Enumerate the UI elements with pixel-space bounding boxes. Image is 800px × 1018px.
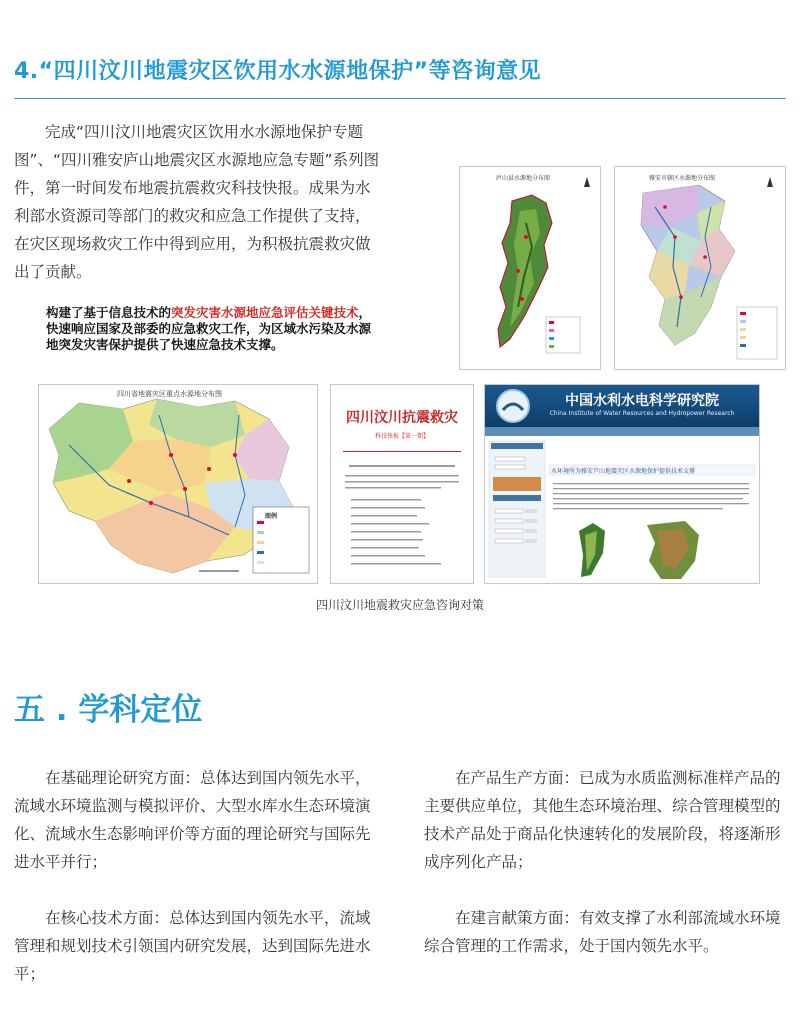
lushan-map-figure: [459, 166, 601, 370]
highlight-statement: [46, 305, 376, 353]
figure-caption: 四川汶川地震救灾应急咨询对策: [315, 598, 484, 612]
advisory-paragraph: 在建言献策方面：有效支撑了水利部流域水环境综合管理的工作需求，处于国内领先水平。: [424, 909, 781, 955]
highlight-key-tech: 突发灾害水源地应急评估关键技术: [171, 305, 359, 320]
highlight-part1: 构建了基于信息技术的: [46, 305, 172, 320]
section4-intro: 完成“四川汶川地震灾区饮用水水源地保护专题图”、“四川雅安庐山地震灾区水源地应急专题”系列图件，第一时间发布地震抗震救灾科技快报。成果为水利部水资源司等部门的救灾和应急工作提供了支持，在灾区现场救灾工作中得到应用，为积极抗震救灾做出了贡献。: [14, 123, 380, 281]
website-body: [485, 385, 759, 583]
bulletin-document-figure: [330, 384, 474, 584]
core-tech-paragraph: 在核心技术方面：总体达到国内领先水平，流域管理和规划技术引领国内研究发展，达到国际先进水平；: [14, 909, 371, 983]
yaan-map-title: 雅安市辖区水源地分布图: [649, 175, 716, 182]
positioning-right-column: [424, 764, 788, 960]
section5-title: 五 . 学科定位: [14, 692, 203, 728]
section-divider: [14, 98, 786, 99]
section4-title: 4.“四川汶川地震灾区饮用水水源地保护”等咨询意见: [14, 59, 542, 84]
lushan-terrain-map: [460, 167, 600, 369]
sichuan-water-source-map: [39, 385, 317, 583]
basic-theory-paragraph: 在基础理论研究方面：总体达到国内领先水平，流域水环境监测与模拟评价、大型水库水生态环境演化、流域水生态影响评价等方面的理论研究与国际先进水平并行；: [14, 769, 371, 871]
iwhr-website-figure: [484, 384, 760, 584]
yaan-map-figure: [614, 166, 786, 370]
website-headline: 水环境所为雅安芦山地震灾区水源地保护提供技术支撑: [551, 468, 696, 475]
highlight-part3: ，快速响应国家及部委的应急救灾工作，为区域水污染及水源地突发灾害保护提供了快速应急技术支撑。: [46, 305, 372, 352]
sichuan-map-figure: [38, 384, 318, 584]
lushan-map-title: 庐山县水源地分布图: [496, 175, 551, 182]
sichuan-map-legend-title: 图例: [265, 513, 278, 520]
bulletin-title: 四川汶川抗震救灾: [346, 410, 458, 426]
website-institute-english: China Institute of Water Resources and Hydropower Research: [549, 410, 735, 417]
sichuan-map-title: 四川省地震灾区重点水源地分布图: [117, 390, 222, 398]
production-paragraph: 在产品生产方面：已成为水质监测标准样产品的主要供应单位，其他生态环境治理、综合管理模型的技术产品处于商品化快速转化的发展阶段，将逐渐形成序列化产品；: [424, 769, 781, 871]
bulletin-text-lines: [331, 385, 473, 583]
positioning-left-column: [14, 764, 382, 988]
website-institute-name: 中国水利水电科学研究院: [565, 393, 719, 409]
yaan-region-map: [615, 167, 785, 369]
bulletin-subtitle: 科技快报【第一期】: [374, 433, 429, 440]
